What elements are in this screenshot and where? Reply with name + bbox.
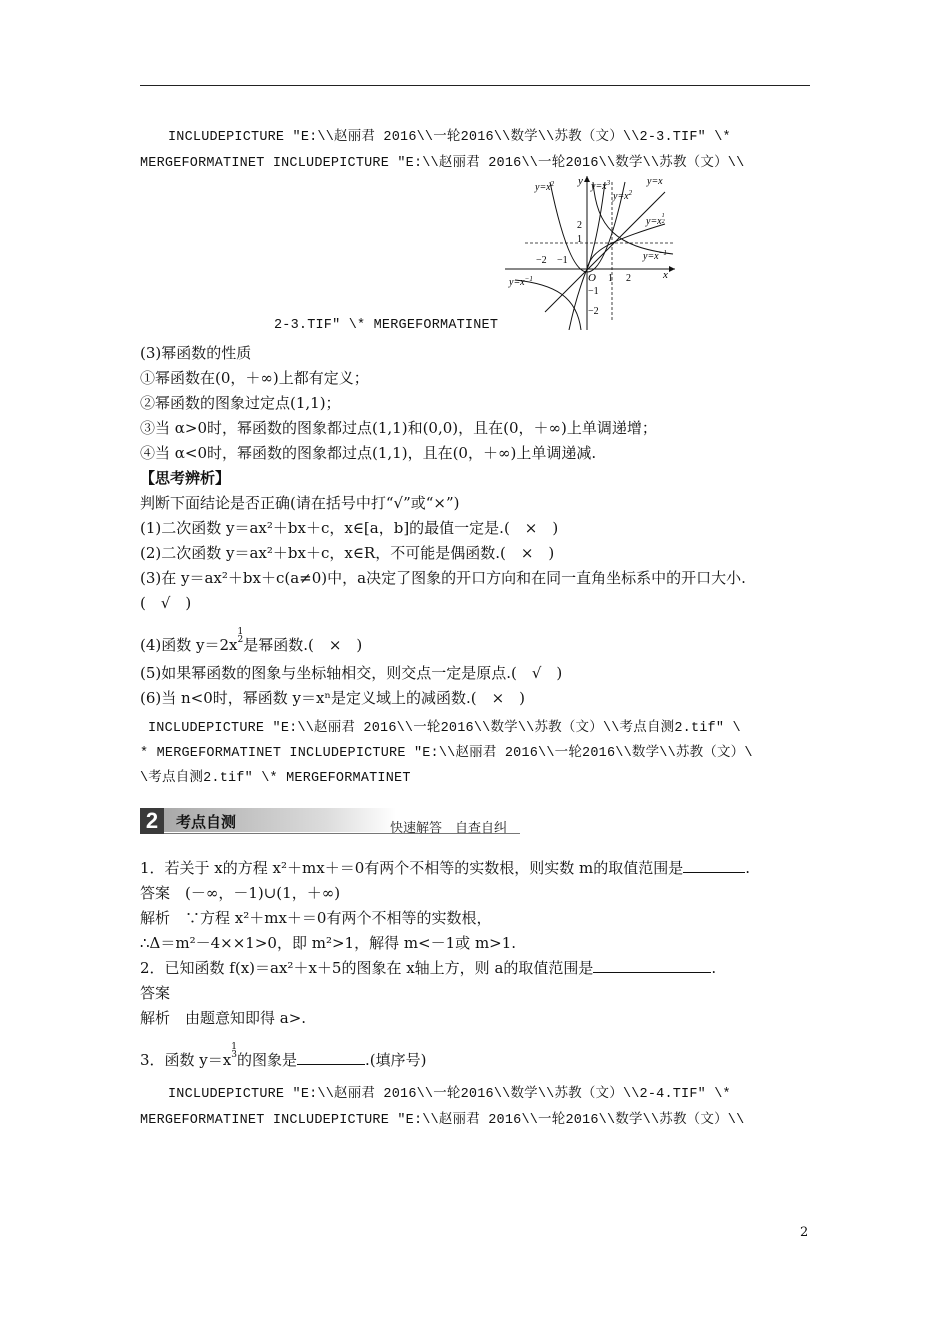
- tick-y-2: 2: [577, 220, 582, 231]
- problem-1-answer: 答案 (－∞，－1)∪(1，＋∞): [140, 884, 341, 902]
- label-y-axis: y: [578, 175, 583, 187]
- label-xinv: $y=x^{-1}$: [643, 249, 667, 262]
- prop-2: ②幂函数的图象过定点(1,1)；: [140, 394, 341, 412]
- problem-2-answer: 答案: [140, 984, 171, 1002]
- answer-blank-1: [683, 858, 745, 873]
- problem-2: 2．已知函数 f(x)＝ax²＋x＋5的图象在 x轴上方，则 a的取值范围是 .: [140, 959, 717, 977]
- answer-blank-3: [297, 1050, 365, 1065]
- p3-tail: .(填序号): [365, 1051, 427, 1069]
- problem-1-text: 1．若关于 x的方程 x²＋mx＋＝0有两个不相等的实数根，则实数 m的取值范围是: [140, 859, 684, 877]
- question-4: [140, 628, 362, 655]
- include-field-2-line2: * MERGEFORMATINET INCLUDEPICTURE "E:\\赵丽君 2016\\一轮2016\\数学\\苏教（文）\: [140, 746, 753, 761]
- tick-x-neg2: −2: [536, 255, 547, 266]
- question-1: (1)二次函数 y＝ax²＋bx＋c，x∈[a，b]的最值一定是.( × ): [140, 519, 559, 537]
- question-3b: ( √ ): [140, 594, 192, 612]
- power-function-graph: [505, 172, 680, 330]
- question-3a: (3)在 y＝ax²＋bx＋c(a≠0)中，a决定了图象的开口方向和在同一直角坐标系中的开口大小.: [140, 569, 746, 587]
- section-number: 2: [140, 808, 164, 834]
- think-intro: 判断下面结论是否正确(请在括号中打“√”或“×”): [140, 494, 460, 512]
- include-field-3-line2: MERGEFORMATINET INCLUDEPICTURE "E:\\赵丽君 2016\\一轮2016\\数学\\苏教（文）\\: [140, 1113, 745, 1128]
- tick-x-2: 2: [626, 273, 631, 284]
- include-field-1-line3: 2-3.TIF" \* MERGEFORMATINET: [274, 318, 499, 333]
- tick-x-1: 1: [608, 273, 613, 284]
- p3-pre: 3．函数 y＝x: [140, 1051, 232, 1069]
- y-axis-arrow: [584, 176, 590, 182]
- question-5: (5)如果幂函数的图象与坐标轴相交，则交点一定是原点.( √ ): [140, 664, 563, 682]
- answer-blank-2: [593, 958, 711, 973]
- label-origin: O: [588, 272, 596, 284]
- section-underline: [164, 833, 520, 834]
- label-xinv-left: $y=x^{-1}$: [509, 275, 533, 288]
- problem-3: [140, 1043, 426, 1070]
- q4-exponent: 1 2: [237, 627, 244, 645]
- include-field-1-line2: MERGEFORMATINET INCLUDEPICTURE "E:\\赵丽君 2016\\一轮2016\\数学\\苏教（文）\\: [140, 156, 745, 171]
- include-field-3-line1: INCLUDEPICTURE "E:\\赵丽君 2016\\一轮2016\\数学\\苏教（文）\\2-4.TIF" \*: [168, 1087, 731, 1102]
- tick-y-1: 1: [577, 234, 582, 245]
- include-field-1-line1: INCLUDEPICTURE "E:\\赵丽君 2016\\一轮2016\\数学\\苏教（文）\\2-3.TIF" \*: [168, 130, 731, 145]
- x-axis-arrow: [669, 266, 675, 272]
- label-xhalf: $y=x^1$ 2: [646, 213, 665, 227]
- p3-post: 的图象是: [236, 1051, 297, 1069]
- header-rule: [140, 85, 810, 86]
- include-field-2-line1: INCLUDEPICTURE "E:\\赵丽君 2016\\一轮2016\\数学\\苏教（文）\\考点自测2.tif" \: [148, 721, 741, 736]
- label-x2: $y=x^2$: [535, 180, 555, 193]
- label-x-axis: x: [663, 269, 668, 281]
- question-6: (6)当 n<0时，幂函数 y＝xⁿ是定义域上的减函数.( × ): [140, 689, 526, 707]
- problem-2-explain: 解析 由题意知即得 a>.: [140, 1009, 307, 1027]
- q4-pre: (4)函数 y＝2x: [140, 636, 238, 654]
- section-title: 考点自测: [176, 813, 237, 831]
- include-field-2-line3: \考点自测2.tif" \* MERGEFORMATINET: [140, 771, 411, 786]
- problem-1-explain-2: ∴Δ＝m²－4××1>0，即 m²>1，解得 m<－1或 m>1.: [140, 934, 517, 952]
- section-subtitle: 快速解答 自查自纠: [390, 821, 508, 836]
- tick-x-neg1: −1: [557, 255, 568, 266]
- prop-3: ③当 α>0时，幂函数的图象都过点(1,1)和(0,0)，且在(0，＋∞)上单调递增；: [140, 419, 657, 437]
- p3-exponent: 1 3: [231, 1042, 237, 1060]
- props-title: (3)幂函数的性质: [140, 344, 252, 362]
- label-x2b: $y=x^2$: [613, 189, 633, 202]
- tick-y-neg1: −1: [588, 286, 599, 297]
- question-2: (2)二次函数 y＝ax²＋bx＋c，x∈R，不可能是偶函数.( × ): [140, 544, 555, 562]
- q4-post: 是幂函数.( × ): [243, 636, 363, 654]
- page-number: 2: [800, 1225, 809, 1240]
- tick-y-neg2: −2: [588, 306, 599, 317]
- label-x3: $y=x^3$: [591, 179, 611, 192]
- label-x: y=x: [647, 176, 663, 187]
- problem-2-text: 2．已知函数 f(x)＝ax²＋x＋5的图象在 x轴上方，则 a的取值范围是: [140, 959, 594, 977]
- prop-4: ④当 α<0时，幂函数的图象都过点(1,1)，且在(0，＋∞)上单调递减.: [140, 444, 597, 462]
- think-title: 【思考辨析】: [140, 469, 231, 487]
- problem-1-explain-1: 解析 ∵方程 x²＋mx＋＝0有两个不相等的实数根，: [140, 909, 492, 927]
- section-header: [140, 808, 520, 834]
- prop-1: ①幂函数在(0，＋∞)上都有定义；: [140, 369, 369, 387]
- problem-1: 1．若关于 x的方程 x²＋mx＋＝0有两个不相等的实数根，则实数 m的取值范围是 .: [140, 859, 751, 877]
